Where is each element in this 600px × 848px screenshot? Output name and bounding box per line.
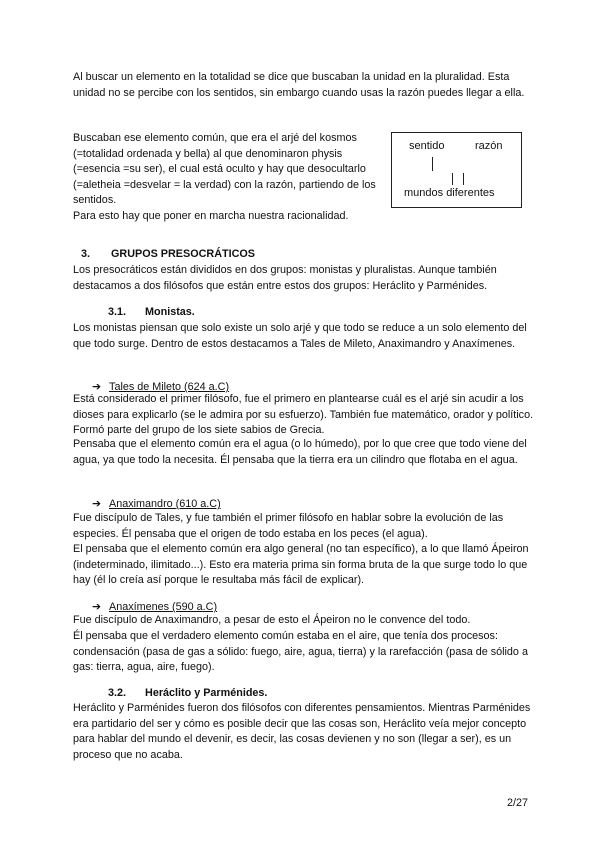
anaximandro-paragraph-2: El pensaba que el elemento común era algo general (no tan específico), a lo que llamó Ápeiron (indeterminado, ilimitado...). Esto era materia prima sin forma bruta de la que surge todo lo que hay (él lo creía así porque le resultaba más fácil de explicar).: [73, 543, 529, 587]
section-3-1-heading: [108, 306, 195, 318]
racionalidad-paragraph: Para esto hay que poner en marcha nuestra racionalidad.: [73, 210, 349, 222]
presocraticos-paragraph: Los presocráticos están divididos en dos grupos: monistas y pluralistas. Aunque también destacamos a dos filósofos que están entre estos dos grupos: Heráclito y Parménides.: [73, 264, 497, 292]
arrow-icon: ➔: [92, 601, 102, 613]
tales-paragraph-2: Pensaba que el elemento común era el agua (o lo húmedo), por lo que cree que todo viene del agua, ya que todo la necesita. Él pensaba que la tierra era un cilindro que flotaba en el agua.: [73, 438, 527, 466]
tales-title: Tales de Mileto (624 a.C): [109, 381, 230, 393]
anaximandro-heading: [92, 497, 221, 510]
page-number: 2/27: [506, 797, 528, 809]
monistas-paragraph: Los monistas piensan que solo existe un solo arjé y que todo se reduce a un solo elemento del que todo surge. Dentro de estos destacamos a Tales de Mileto, Anaximandro y Anaxímenes.: [73, 322, 527, 350]
anaximandro-title: Anaximandro (610 a.C): [109, 498, 221, 510]
section-3-heading: [81, 248, 255, 260]
section-3-2-heading: [108, 687, 267, 699]
section-3-2-title: Heráclito y Parménides.: [145, 687, 268, 699]
anaximenes-title: Anaxímenes (590 a.C): [109, 601, 218, 613]
diagram-label-razon: razón: [475, 140, 503, 152]
diagram-label-mundos: mundos diferentes: [404, 187, 495, 199]
tales-paragraph-1: Está considerado el primer filósofo, fue el primero en plantearse cuál es el arjé sin acudir a los dioses para explicarlo (se le admira por su esfuerzo). También fue matemático, orador y político. Formó parte del grupo de los siete sabios de Grecia.: [73, 393, 534, 437]
section-3-1-title: Monistas.: [145, 306, 195, 318]
arrow-icon: ➔: [92, 498, 102, 510]
anaximenes-heading: [92, 600, 217, 613]
diagram-line-mid-1: [452, 173, 453, 185]
heraclito-parmenides-paragraph: Heráclito y Parménides fueron dos filósofos con diferentes pensamientos. Mientras Parménides era partidario del ser y cómo es posible decir que las cosas son, Heráclito veía mejor concepto para hablar del mundo el devenir, es decir, las cosas devienen y no son (llegar a ser), es un proceso que no acaba.: [73, 702, 531, 761]
diagram-line-mid-2: [463, 173, 464, 185]
anaximenes-paragraph-2: Él pensaba que el verdadero elemento común estaba en el aire, que tenía dos procesos: condensación (pasa de gas a sólido: fuego, aire, agua, tierra) y la rarefacción (pasa de sólido a gas: tierra, agua, aire, fuego).: [73, 630, 528, 674]
section-3-1-number: 3.1.: [108, 306, 127, 318]
section-3-2-number: 3.2.: [108, 687, 127, 699]
diagram-label-sentido: sentido: [409, 140, 445, 152]
arrow-icon: ➔: [92, 381, 102, 393]
intro-paragraph: Al buscar un elemento en la totalidad se dice que buscaban la unidad en la pluralidad. Esta unidad no se percibe con los sentidos, sin embargo cuando usas la razón puedes llegar a ella.: [73, 71, 525, 99]
anaximenes-paragraph-1: Fue discípulo de Anaximandro, a pesar de esto el Ápeiron no le convence del todo.: [73, 614, 471, 626]
diagram-line-left: [432, 157, 433, 171]
section-3-number: 3.: [81, 248, 91, 260]
section-3-title: GRUPOS PRESOCRÁTICOS: [111, 248, 255, 260]
sentido-razon-diagram: [391, 132, 522, 208]
arje-paragraph: Buscaban ese elemento común, que era el arjé del kosmos (=totalidad ordenada y bella) al que denominaron physis (=esencia =su ser), el cual está oculto y hay que desocultarlo (=aletheia =desvelar = la verdad) con la razón, partiendo de los sentidos.: [73, 132, 376, 207]
anaximandro-paragraph-1: Fue discípulo de Tales, y fue también el primer filósofo en hablar sobre la evolución de las especies. Él pensaba que el origen de todo estaba en los peces (el agua).: [73, 512, 504, 540]
